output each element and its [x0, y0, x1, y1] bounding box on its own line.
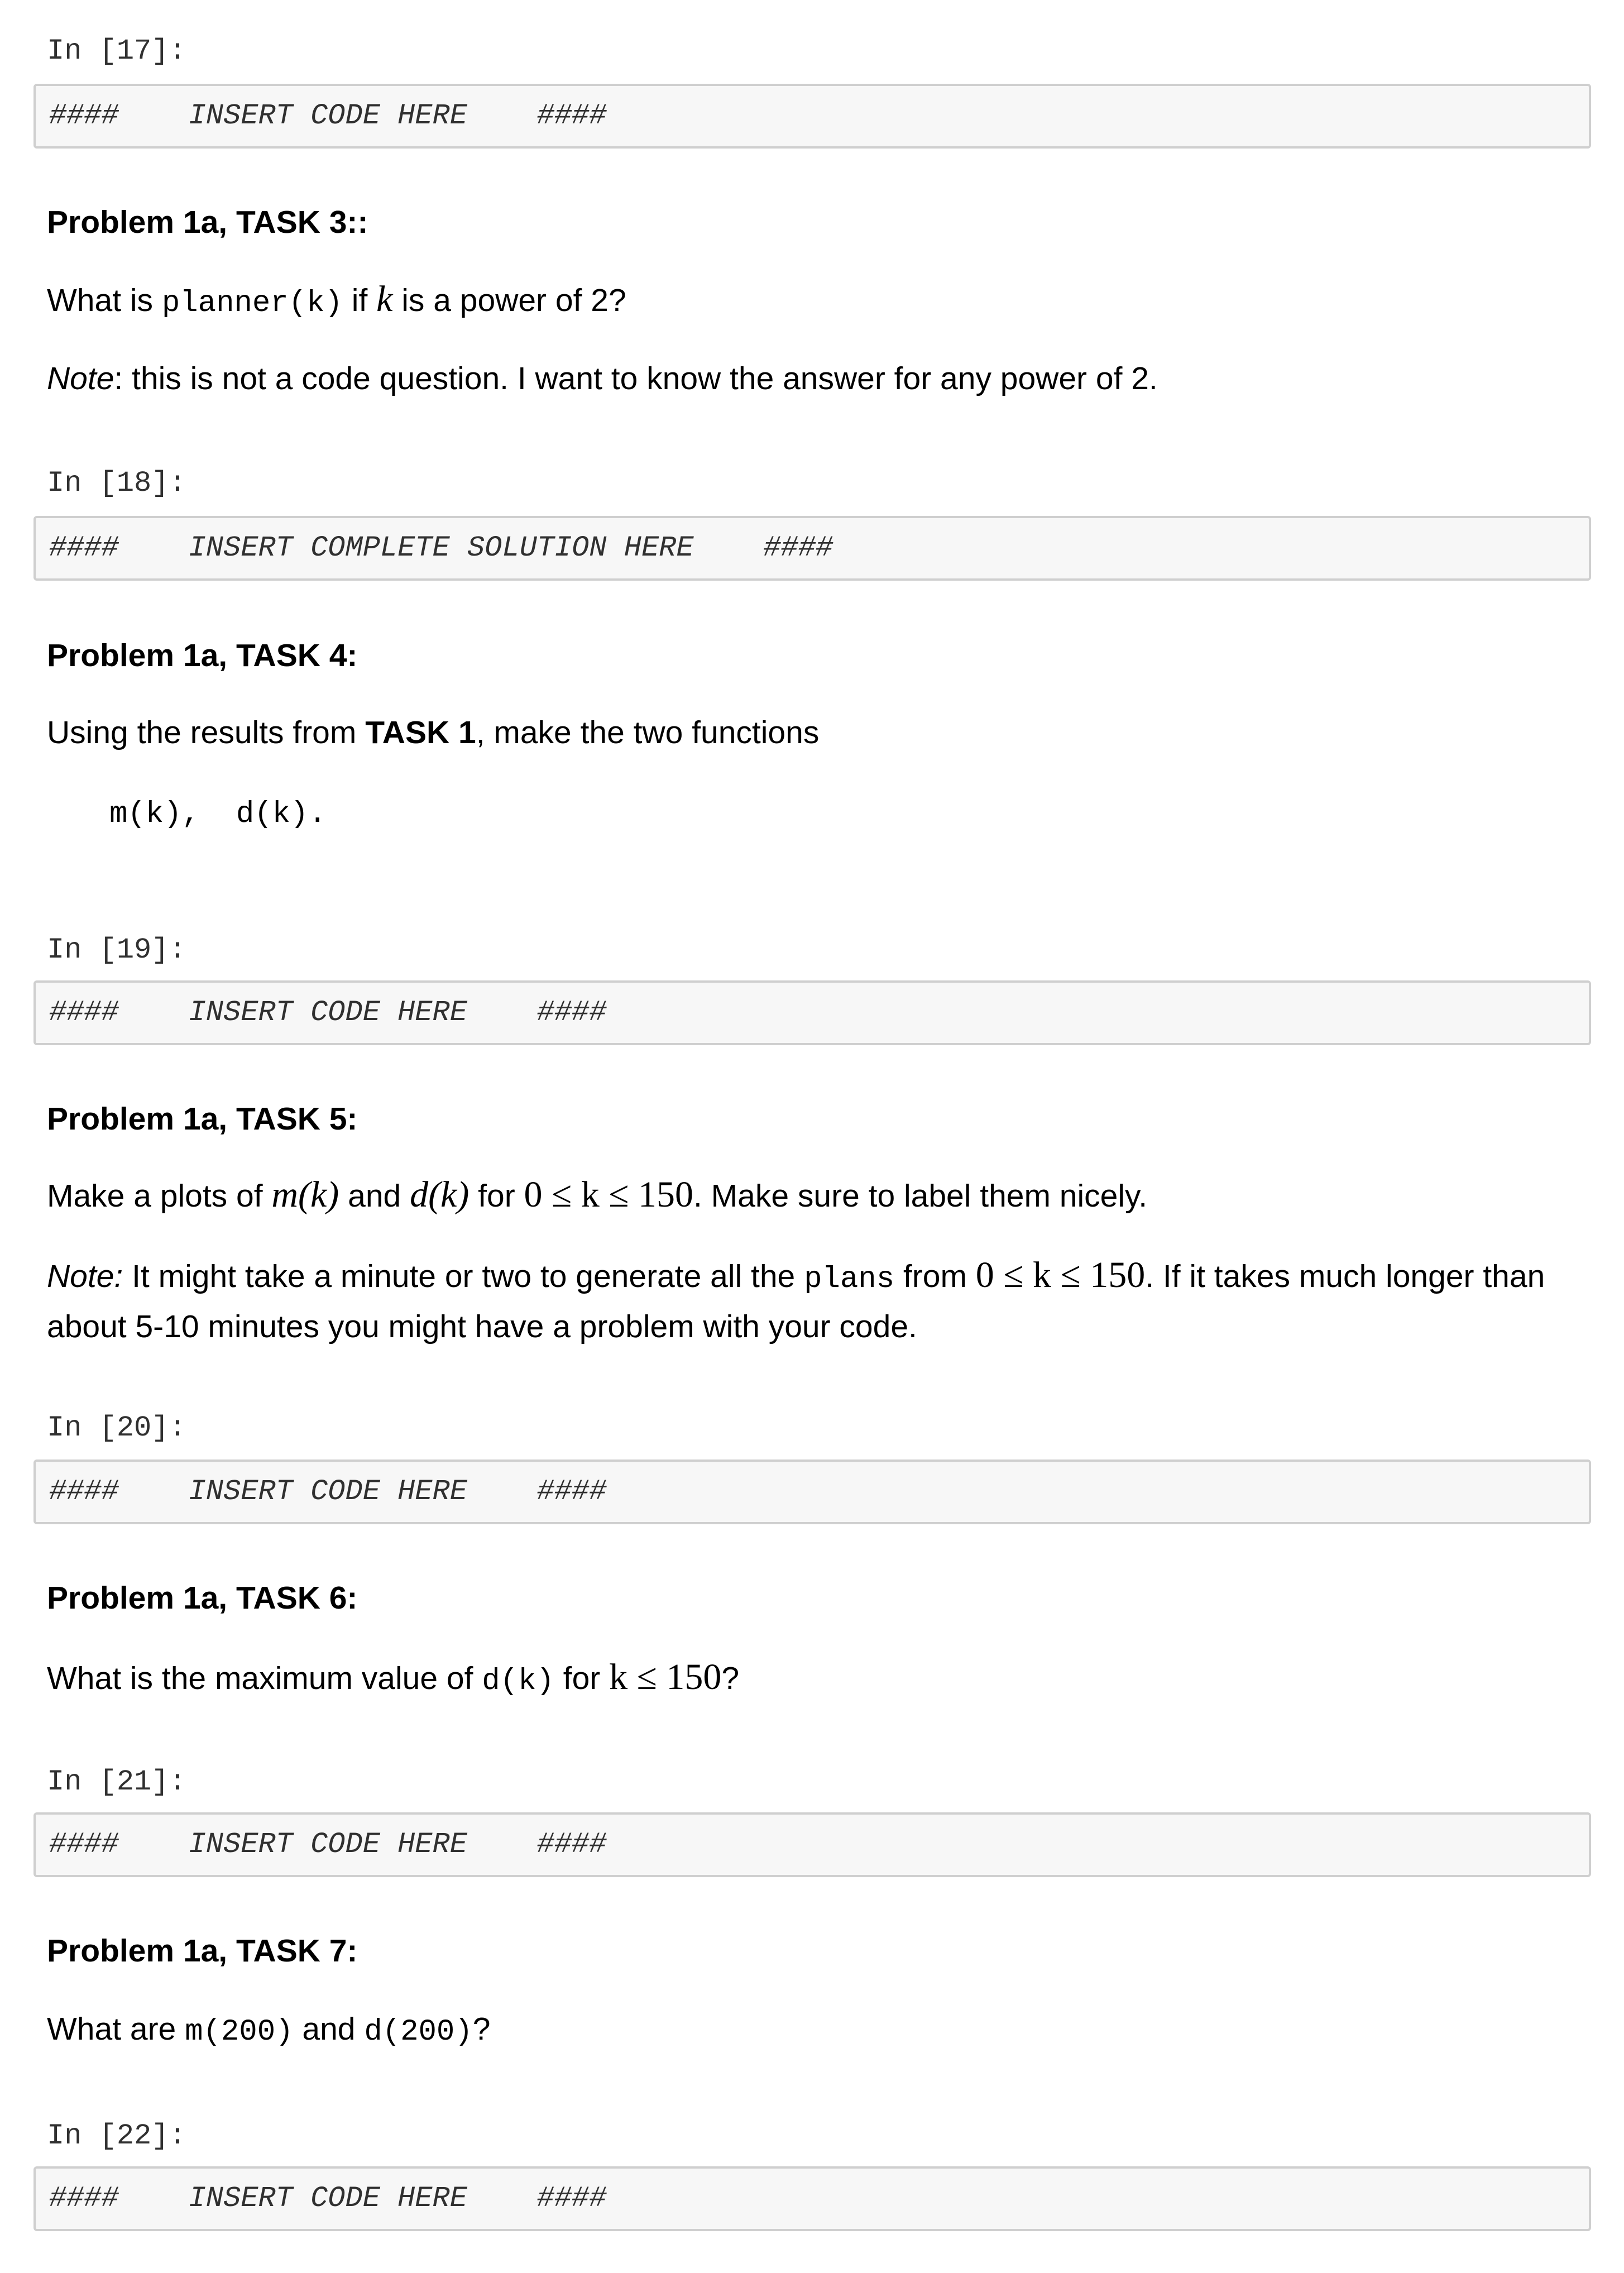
text: and: [339, 1178, 410, 1214]
math-expr: d(k): [410, 1174, 470, 1215]
input-prompt: In [21]:: [47, 1765, 186, 1798]
note-label: Note:: [47, 1258, 123, 1294]
math-range: 0 ≤ k ≤ 150: [975, 1255, 1146, 1295]
input-prompt: In [22]:: [47, 2119, 186, 2152]
text: from: [894, 1258, 976, 1294]
math-d-func: [410, 1174, 469, 1215]
text: It might take a minute or two to generate all the: [123, 1258, 804, 1294]
inline-code: d(200): [364, 2015, 473, 2049]
task-heading: Problem 1a, TASK 7:: [47, 1933, 358, 1969]
text: , make the two functions: [476, 715, 820, 750]
inline-code: planner(k): [161, 286, 343, 320]
input-prompt: In [19]:: [47, 934, 186, 966]
text: What is the maximum value of: [47, 1661, 482, 1696]
text: is a power of 2?: [392, 283, 626, 318]
task-note: [47, 355, 1585, 402]
code-cell[interactable]: #### INSERT CODE HERE ####: [33, 2166, 1591, 2231]
input-prompt: In [17]:: [47, 35, 186, 68]
math-range: 0 ≤ k ≤ 150: [524, 1174, 693, 1215]
task-text: [47, 1654, 1585, 1705]
code-cell[interactable]: #### INSERT CODE HERE ####: [33, 980, 1591, 1045]
code-cell[interactable]: #### INSERT CODE HERE ####: [33, 1812, 1591, 1877]
text: What are: [47, 2011, 185, 2047]
text: . Make sure to label them nicely.: [693, 1178, 1148, 1214]
input-prompt: In [20]:: [47, 1411, 186, 1444]
inline-code: plans: [804, 1262, 895, 1296]
bold-text: TASK 1: [365, 715, 476, 750]
text: and: [293, 2011, 365, 2047]
text: Using the results from: [47, 715, 366, 750]
task-heading: Problem 1a, TASK 4:: [47, 638, 358, 673]
text: Make a plots of: [47, 1178, 272, 1214]
task-heading: Problem 1a, TASK 5:: [47, 1101, 358, 1137]
task-text: [47, 2006, 1585, 2056]
math-expr: m(k): [271, 1174, 339, 1215]
input-prompt: In [18]:: [47, 467, 186, 500]
code-example: m(k), d(k).: [109, 797, 327, 831]
text: ?: [721, 1661, 740, 1696]
text: What is: [47, 283, 162, 318]
math-var-k: k: [376, 279, 393, 319]
inline-code: d(k): [482, 1664, 554, 1698]
text: if: [342, 283, 377, 318]
code-cell[interactable]: #### INSERT COMPLETE SOLUTION HERE ####: [33, 516, 1591, 581]
task-note: [47, 1252, 1585, 1350]
task-heading: Problem 1a, TASK 6:: [47, 1580, 358, 1616]
math-condition: k ≤ 150: [609, 1657, 722, 1697]
text: ?: [472, 2011, 491, 2047]
task-heading: Problem 1a, TASK 3::: [47, 204, 368, 240]
text: . If it takes much longer than about 5-10 minutes you might have a problem with your code.: [47, 1258, 1545, 1344]
note-label: Note: [47, 361, 114, 396]
code-cell[interactable]: #### INSERT CODE HERE ####: [33, 84, 1591, 149]
text: for: [554, 1661, 610, 1696]
code-cell[interactable]: #### INSERT CODE HERE ####: [33, 1459, 1591, 1524]
text: for: [469, 1178, 524, 1214]
task-text: [47, 709, 1585, 756]
math-m-func: [271, 1174, 339, 1215]
task-text: [47, 1171, 1585, 1219]
task-question: [47, 276, 1585, 327]
math-var: [376, 279, 392, 319]
note-text: : this is not a code question. I want to know the answer for any power of 2.: [114, 361, 1158, 396]
inline-code: m(200): [185, 2015, 294, 2049]
